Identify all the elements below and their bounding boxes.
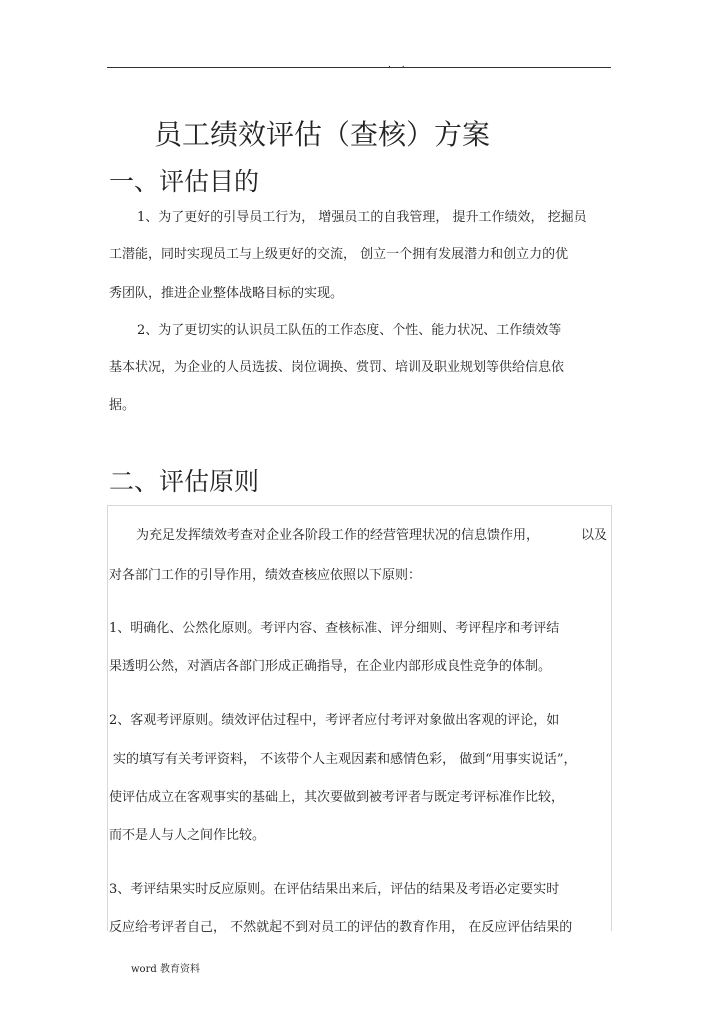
section-heading-purpose: 一、评估目的 [109, 167, 260, 196]
paragraph-line: 果透明公然，对酒店各部门形成正确指导，在企业内部形成良性竞争的体制。 [109, 659, 552, 674]
paragraph-line: 反应给考评者自己， 不然就起不到对员工的评估的教育作用， 在反应评估结果的 [109, 920, 573, 935]
paragraph-line: 1、明确化、公然化原则。考评内容、查核标准、评分细则、考评程序和考评结 [109, 621, 560, 636]
paragraph-line: 使评估成立在客观事实的基础上，其次要做到被考评者与既定考评标准作比较， [109, 790, 565, 805]
paragraph-line: 1、为了更好的引导员工行为， 增强员工的自我管理， 提升工作绩效， 挖掘员 [137, 210, 587, 225]
paragraph-line: 工潜能，同时实现员工与上级更好的交流， 创立一个拥有发展潜力和创立力的优 [109, 247, 569, 262]
section-heading-principles: 二、评估原则 [109, 467, 260, 496]
paragraph-line: 为充足发挥绩效考查对企业各阶段工作的经营管理状况的信息馈作用， [136, 528, 540, 543]
paragraph-line: 以及 [581, 528, 608, 543]
paragraph-line: 基本状况，为企业的人员选拔、岗位调换、赏罚、培训及职业规划等供给信息依 [109, 360, 565, 375]
paragraph-line: 据。 [109, 398, 136, 413]
header-mark: . . [388, 60, 409, 70]
paragraph-line: 秀团队，推进企业整体战略目标的实现。 [109, 286, 344, 301]
footer-text: word 教育资料 [131, 964, 200, 975]
paragraph-line: 对各部门工作的引导作用，绩效查核应依照以下原则： [109, 568, 422, 583]
paragraph-line: 3、考评结果实时反应原则。在评估结果出来后，评估的结果及考语必定要实时 [109, 882, 560, 897]
paragraph-line: 2、为了更切实的认识员工队伍的工作态度、个性、能力状况、工作绩效等 [137, 323, 562, 338]
document-title: 员工绩效评估（查核）方案 [154, 118, 491, 151]
paragraph-line: 实的填写有关考评资料， 不该带个人主观因素和感情色彩， 做到“用事实说话”， [113, 752, 577, 767]
paragraph-line: 2、客观考评原则。绩效评估过程中，考评者应付考评对象做出客观的评论，如 [109, 713, 560, 728]
paragraph-line: 而不是人与人之间作比较。 [109, 828, 266, 843]
header-rule [107, 67, 611, 68]
